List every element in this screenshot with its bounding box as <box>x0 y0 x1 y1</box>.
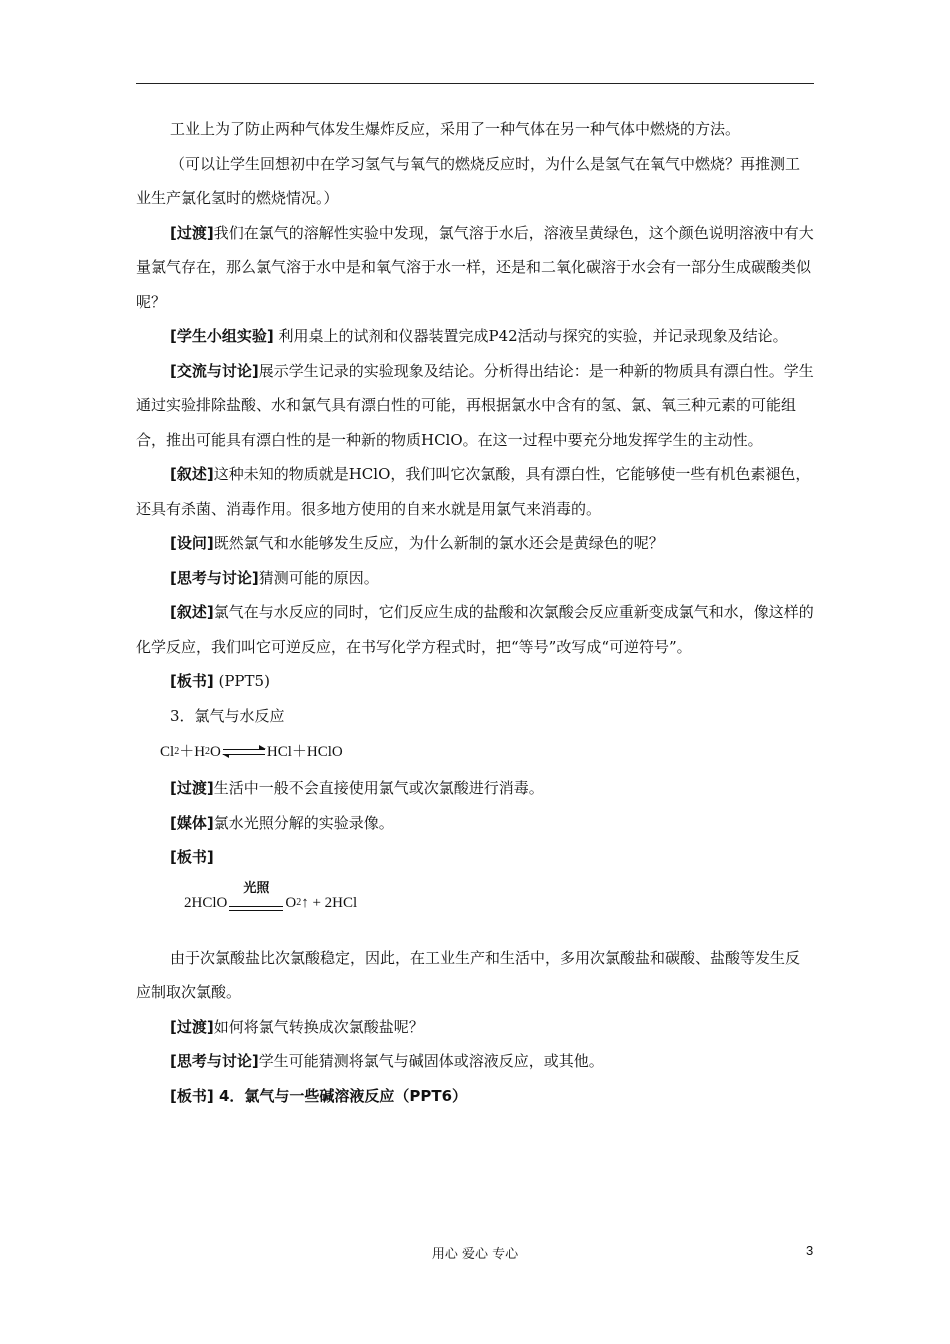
section-head: [媒体] <box>170 813 214 832</box>
section-text: 利用桌上的试剂和仪器装置完成P42活动与探究的实验，并记录现象及结论。 <box>273 327 788 345</box>
section-narration <box>136 457 814 526</box>
eq-o: O <box>210 743 221 760</box>
section-head: [思考与讨论] <box>170 568 259 587</box>
page-number: 3 <box>806 1243 814 1258</box>
section-head: [板书] <box>170 672 214 690</box>
eq-right: HCl＋HClO <box>266 743 343 760</box>
light-condition-arrow-icon <box>229 880 283 915</box>
board-note <box>136 664 814 699</box>
section-text: 4．氯气与一些碱溶液反应（PPT6） <box>213 1086 468 1105</box>
section-head: [板书] <box>170 1086 214 1105</box>
section-text: 这种未知的物质就是HClO，我们叫它次氯酸，具有漂白性，它能够使一些有机色素褪色，还具有杀菌、消毒作用。很多地方使用的自来水就是用氯气来消毒的。 <box>136 465 811 518</box>
section-head: [过渡] <box>170 1017 214 1036</box>
section-text: 展示学生记录的实验现象及结论。分析得出结论：是一种新的物质具有漂白性。学生通过实验排除盐酸、水和氯气具有漂白性的可能，再根据氯水中含有的氢、氯、氧三种元素的可能组合，推出可能具有漂白性的是一种新的物质HClO。在这一过程中要充分地发挥学生的主动性。 <box>136 361 814 449</box>
section-media <box>136 806 814 841</box>
equation-chlorine-water <box>160 733 814 771</box>
section-narration-2 <box>136 595 814 664</box>
section-question <box>136 526 814 561</box>
eq-sub: 2 <box>296 897 302 908</box>
item-heading: 3．氯气与水反应 <box>170 706 285 725</box>
eq-sub: 2 <box>174 745 180 757</box>
eq-cl: Cl <box>160 743 175 760</box>
section-group-experiment <box>136 319 814 354</box>
section-head: [设问] <box>170 534 214 552</box>
section-head: [叙述] <box>170 603 214 621</box>
document-body <box>136 112 814 1113</box>
section-text: 学生可能猜测将氯气与碱固体或溶液反应，或其他。 <box>258 1052 604 1070</box>
section-text: 氯水光照分解的实验录像。 <box>213 813 394 832</box>
reversible-arrow-icon <box>223 746 265 758</box>
section-text: (PPT5) <box>213 672 270 690</box>
section-transition-3 <box>136 1010 814 1045</box>
eq-left: 2HClO <box>184 895 228 911</box>
board-note-3 <box>136 1079 814 1114</box>
eq-sub: 2 <box>205 745 211 757</box>
paragraph: （可以让学生回想初中在学习氢气与氧气的燃烧反应时，为什么是氢气在氧气中燃烧？再推测工业生产氯化氢时的燃烧情况。） <box>136 154 801 207</box>
section-text: 氯气在与水反应的同时，它们反应生成的盐酸和次氯酸会反应重新变成氯气和水，像这样的化学反应，我们叫它可逆反应，在书写化学方程式时，把“等号”改写成“可逆符号”。 <box>136 603 814 656</box>
board-note-2 <box>136 840 814 875</box>
section-transition <box>136 216 814 320</box>
section-text: 猜测可能的原因。 <box>258 568 379 587</box>
eq-o2: O <box>285 895 297 911</box>
eq-plus-h: ＋H <box>179 743 206 760</box>
section-head: [过渡] <box>170 223 214 242</box>
up-arrow-icon: ↑ <box>301 895 309 911</box>
equation-hclo-decomposition <box>184 875 814 929</box>
section-head: [叙述] <box>170 465 214 483</box>
footer-motto: 用心 爱心 专心 <box>431 1247 519 1262</box>
section-thinking <box>136 561 814 596</box>
section-head: [板书] <box>170 848 214 866</box>
section-text: 如何将氯气转换成次氯酸盐呢？ <box>213 1017 424 1036</box>
section-head: [交流与讨论] <box>170 361 259 380</box>
header-rule <box>136 83 814 84</box>
paragraph: 工业上为了防止两种气体发生爆炸反应，采用了一种气体在另一种气体中燃烧的方法。 <box>170 120 741 138</box>
paragraph: 由于次氯酸盐比次氯酸稳定，因此，在工业生产和生活中，多用次氯酸盐和碳酸、盐酸等发生反应制取次氯酸。 <box>136 948 801 1001</box>
section-text: 我们在氯气的溶解性实验中发现，氯气溶于水后，溶液呈黄绿色，这个颜色说明溶液中有大量氯气存在，那么氯气溶于水中是和氧气溶于水一样，还是和二氧化碳溶于水会有一部分生成碳酸类似呢？ <box>136 223 814 311</box>
section-head: [过渡] <box>170 779 214 797</box>
section-head: [思考与讨论] <box>170 1052 259 1070</box>
section-text: 既然氯气和水能够发生反应，为什么新制的氯水还会是黄绿色的呢？ <box>213 534 664 552</box>
section-thinking-2 <box>136 1044 814 1079</box>
section-text: 生活中一般不会直接使用氯气或次氯酸进行消毒。 <box>213 779 544 797</box>
eq-right: + 2HCl <box>312 895 358 911</box>
section-transition-2 <box>136 771 814 806</box>
section-head: [学生小组实验] <box>170 327 274 345</box>
eq-condition: 光照 <box>243 880 270 896</box>
section-discussion <box>136 354 814 458</box>
